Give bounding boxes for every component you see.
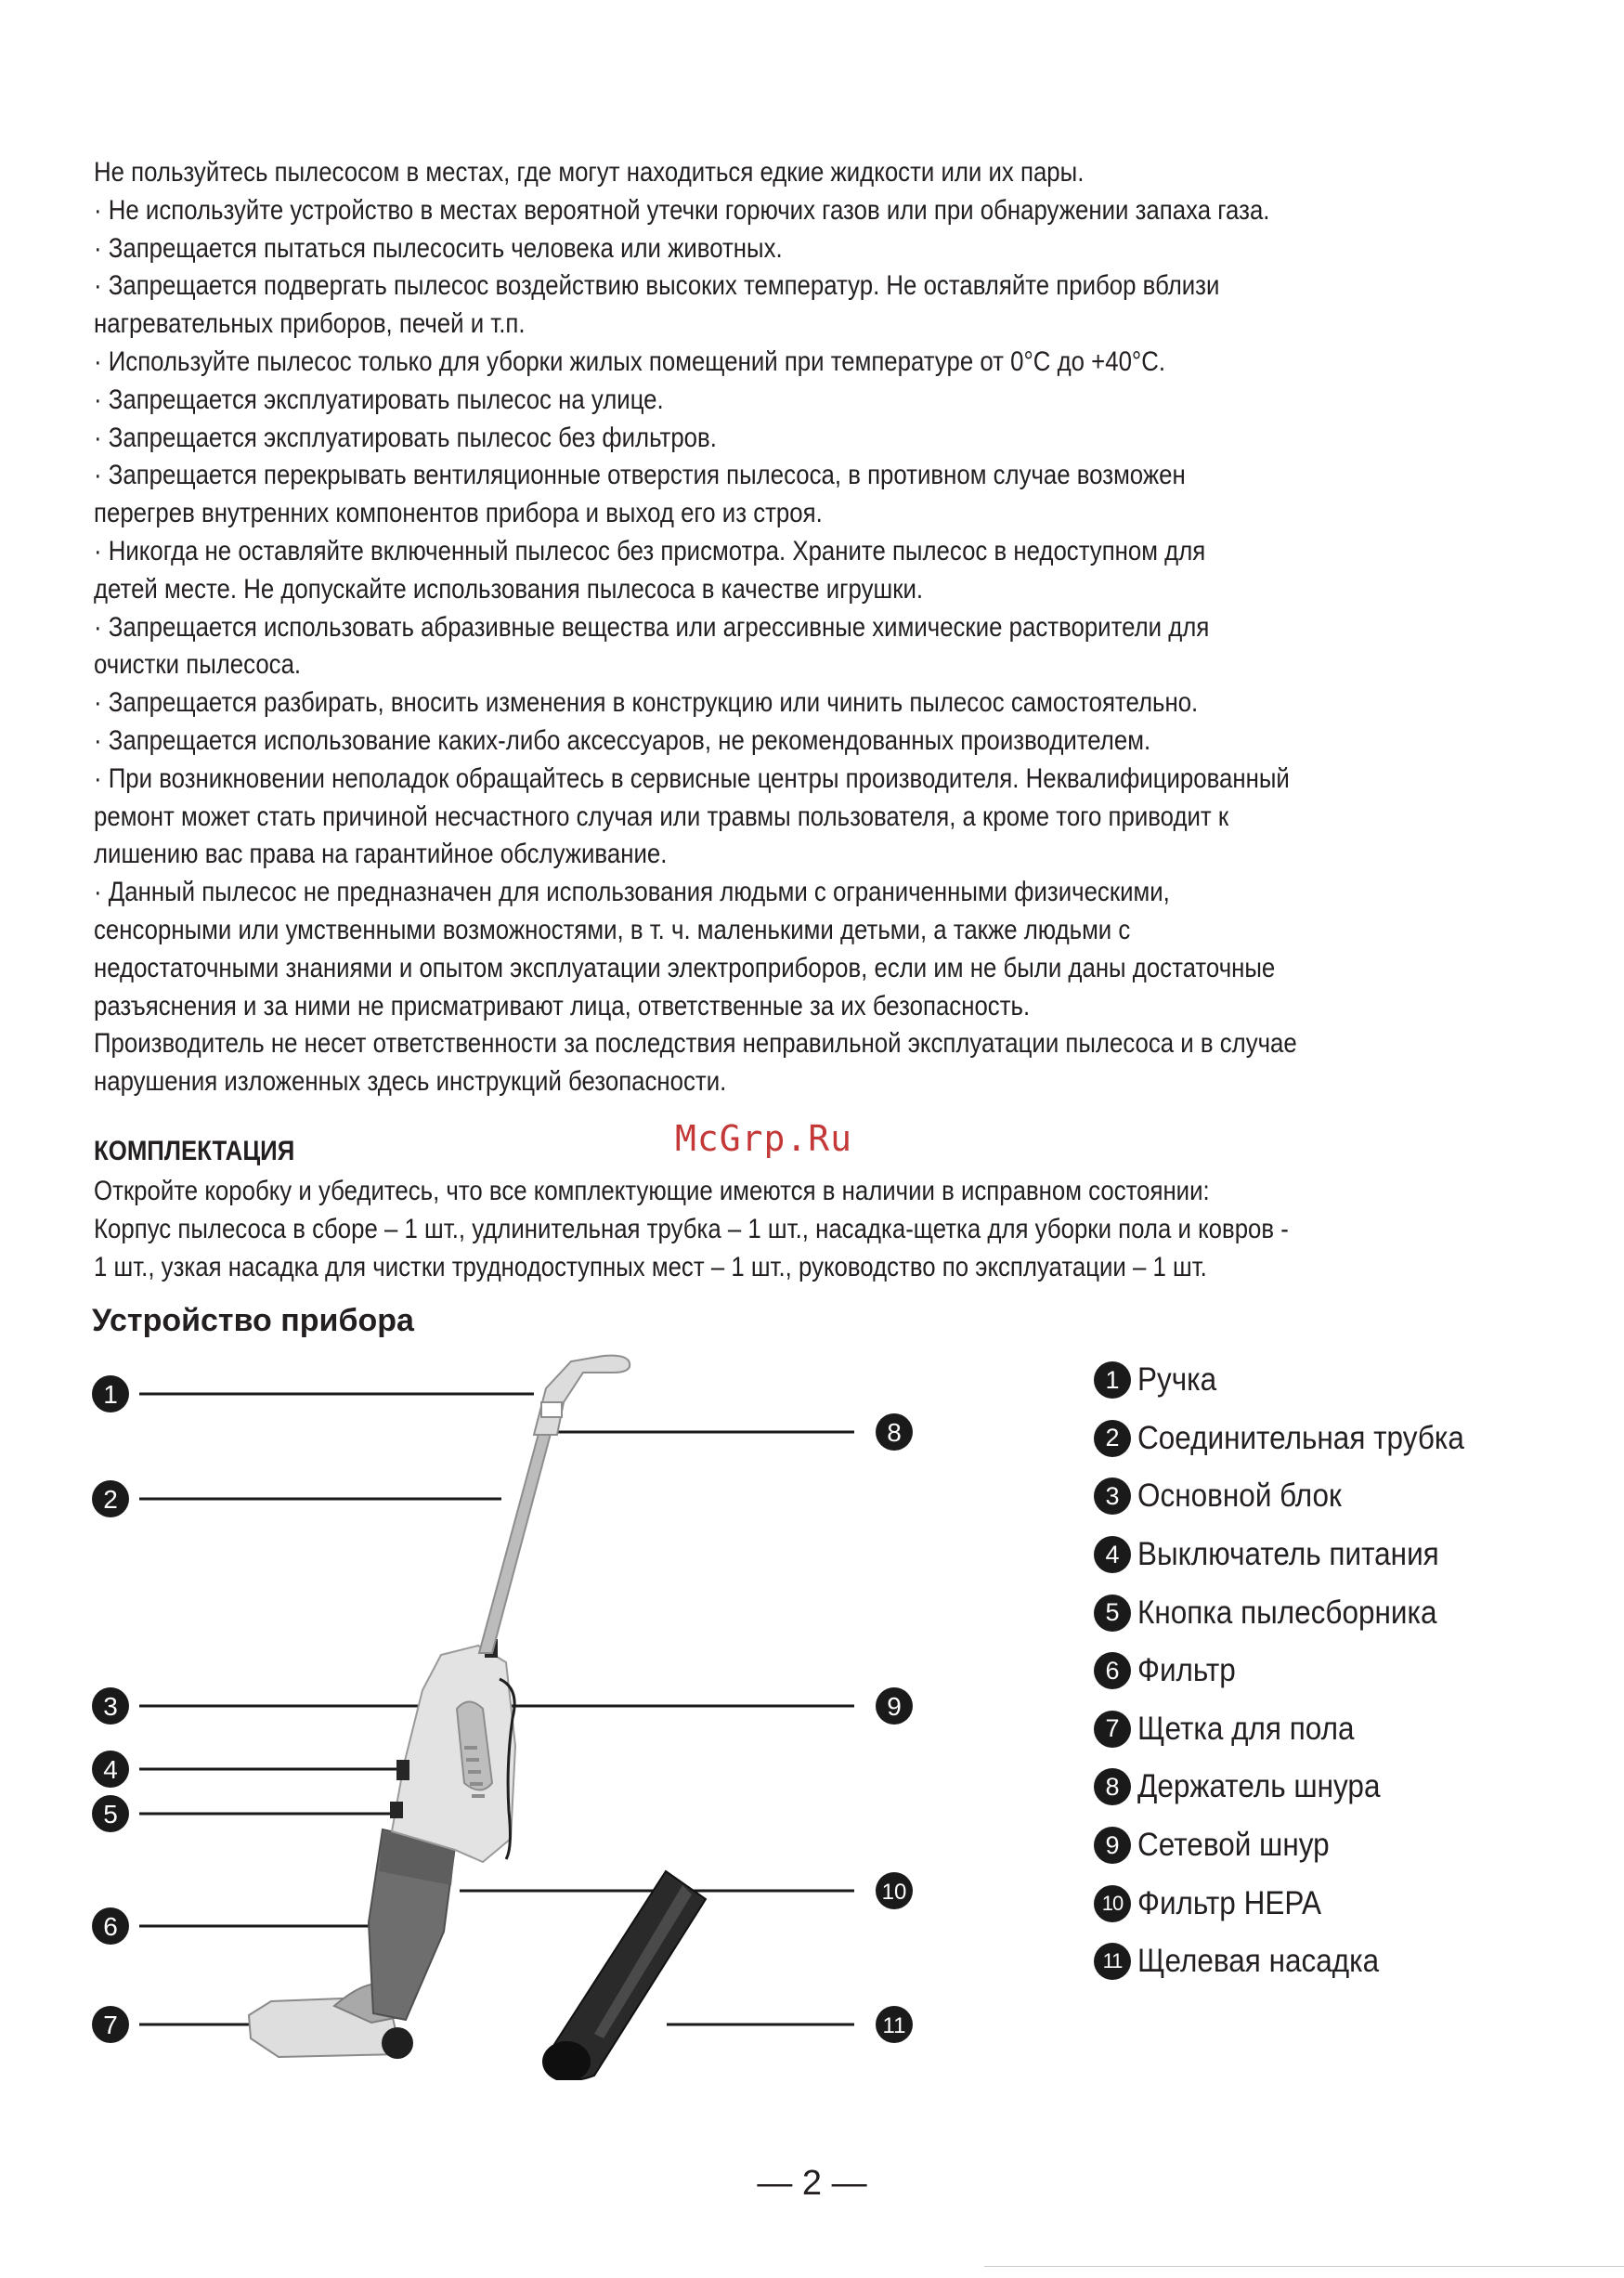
- callout-6: [92, 1907, 129, 1945]
- callout-number: 11: [882, 2013, 906, 2038]
- callout-number: 2: [103, 1485, 118, 1514]
- callout-9: [876, 1687, 913, 1725]
- safety-line: Не пользуйтесь пылесосом в местах, где могут находиться едкие жидкости или их пары.: [94, 157, 1085, 188]
- kompl-line: 1 шт., узкая насадка для чистки труднодоступных мест – 1 шт., руководство по эксплуатации – 1 шт.: [94, 1251, 1207, 1282]
- callout-number: 4: [103, 1755, 118, 1784]
- crevice-tool: [542, 1871, 706, 2080]
- handle: [534, 1356, 630, 1435]
- callout-number: 7: [103, 2011, 118, 2039]
- callout-number: 1: [103, 1380, 118, 1409]
- legend-number: 8: [1094, 1768, 1131, 1805]
- extension-tube: [479, 1430, 552, 1653]
- safety-line: · Запрещается использовать абразивные вещества или агрессивные химические растворители для: [94, 611, 1210, 643]
- safety-line: · Не используйте устройство в местах вероятной утечки горючих газов или при обнаружении запаха газа.: [94, 194, 1270, 226]
- legend-item: [1094, 1933, 1614, 1991]
- kompl-line: Откройте коробку и убедитесь, что все комплектующие имеются в наличии в исправном состоянии:: [94, 1176, 1210, 1206]
- safety-line: · Запрещается использование каких-либо аксессуаров, не рекомендованных производителем.: [94, 724, 1151, 756]
- parts-legend: [1094, 1351, 1614, 1991]
- legend-number: 5: [1094, 1595, 1131, 1632]
- legend-number: 9: [1094, 1827, 1131, 1864]
- legend-item: [1094, 1758, 1614, 1816]
- legend-number: 10: [1094, 1885, 1131, 1922]
- callout-5: [92, 1795, 129, 1832]
- legend-label: Ручка: [1137, 1361, 1217, 1399]
- safety-line: · Никогда не оставляйте включенный пылесос без присмотра. Храните пылесос в недоступном для: [94, 535, 1206, 566]
- callout-4: [92, 1751, 129, 1788]
- watermark: McGrp.Ru: [675, 1118, 853, 1159]
- legend-item: [1094, 1526, 1614, 1584]
- safety-line: · Данный пылесос не предназначен для использования людьми с ограниченными физическими,: [94, 877, 1170, 908]
- safety-line: · Используйте пылесос только для уборки жилых помещений при температуре от 0°C до +40°C.: [94, 345, 1166, 377]
- legend-item: [1094, 1642, 1614, 1700]
- safety-line: · Запрещается эксплуатировать пылесос без фильтров.: [94, 422, 717, 453]
- safety-line: нагревательных приборов, печей и т.п.: [94, 308, 526, 340]
- callout-number: 8: [887, 1418, 902, 1447]
- device-title: Устройство прибора: [92, 1303, 414, 1338]
- safety-line: Производитель не несет ответственности за последствия неправильной эксплуатации пылесоса и в случае: [94, 1028, 1297, 1060]
- safety-line: детей месте. Не допускайте использования пылесоса в качестве игрушки.: [94, 573, 924, 605]
- kompl-line: Корпус пылесоса в сборе – 1 шт., удлинительная трубка – 1 шт., насадка-щетка для уборки пола и ковров -: [94, 1213, 1289, 1244]
- safety-instructions: [94, 154, 1579, 1101]
- legend-label: Фильтр: [1137, 1652, 1236, 1689]
- callout-3: [92, 1687, 129, 1725]
- legend-label: Выключатель питания: [1137, 1536, 1439, 1573]
- kompl-heading: КОМПЛЕКТАЦИЯ: [94, 1136, 295, 1166]
- callout-number: 6: [103, 1912, 118, 1941]
- callout-11: [876, 2006, 913, 2043]
- legend-item: [1094, 1583, 1614, 1642]
- legend-label: Щетка для пола: [1137, 1710, 1355, 1747]
- callout-number: 5: [103, 1800, 118, 1829]
- safety-line: · Запрещается пытаться пылесосить человека или животных.: [94, 232, 783, 264]
- safety-line: · Запрещается эксплуатировать пылесос на улице.: [94, 384, 664, 415]
- safety-line: · Запрещается подвергать пылесос воздействию высоких температур. Не оставляйте прибор вблизи: [94, 270, 1220, 302]
- callout-1: [92, 1375, 129, 1412]
- legend-label: Основной блок: [1137, 1477, 1342, 1515]
- callout-8: [876, 1413, 913, 1451]
- legend-item: [1094, 1467, 1614, 1526]
- safety-line: сенсорными или умственными возможностями, в т. ч. маленькими детьми, а также людьми с: [94, 914, 1131, 945]
- safety-line: · Запрещается перекрывать вентиляционные отверстия пылесоса, в противном случае возможен: [94, 460, 1186, 491]
- callout-number: 10: [881, 1880, 907, 1905]
- legend-item: [1094, 1816, 1614, 1875]
- dust-bin: [369, 1829, 455, 2020]
- legend-label: Сетевой шнур: [1137, 1827, 1330, 1864]
- legend-label: Щелевая насадка: [1137, 1943, 1380, 1980]
- legend-number: 4: [1094, 1536, 1131, 1573]
- safety-line: перегрев внутренних компонентов прибора и выход его из строя.: [94, 498, 823, 529]
- callout-10: [876, 1872, 913, 1909]
- safety-line: · Запрещается разбирать, вносить изменения в конструкцию или чинить пылесос самостоятельно.: [94, 687, 1199, 719]
- callout-2: [92, 1480, 129, 1517]
- main-body: [390, 1639, 515, 1862]
- page-number: — 2 —: [757, 2164, 867, 2203]
- legend-number: 7: [1094, 1711, 1131, 1748]
- safety-line: нарушения изложенных здесь инструкций безопасности.: [94, 1066, 727, 1098]
- legend-number: 3: [1094, 1477, 1131, 1515]
- legend-label: Соединительная трубка: [1137, 1419, 1464, 1456]
- legend-item: [1094, 1874, 1614, 1933]
- safety-line: · При возникновении неполадок обращайтесь в сервисные центры производителя. Неквалифицированный: [94, 762, 1290, 794]
- safety-line: ремонт может стать причиной несчастного случая или травмы пользователя, а кроме того приводит к: [94, 801, 1229, 832]
- callout-7: [92, 2006, 129, 2043]
- safety-line: разъяснения и за ними не присматривают лица, ответственные за их безопасность.: [94, 990, 1031, 1022]
- safety-line: лишению вас права на гарантийное обслуживание.: [94, 839, 668, 870]
- legend-label: Держатель шнура: [1137, 1768, 1381, 1805]
- legend-label: Кнопка пылесборника: [1137, 1594, 1437, 1631]
- legend-item: [1094, 1700, 1614, 1759]
- legend-number: 11: [1094, 1943, 1131, 1980]
- legend-label: Фильтр HEPA: [1137, 1884, 1322, 1921]
- legend-number: 1: [1094, 1361, 1131, 1399]
- callout-number: 9: [887, 1692, 902, 1721]
- safety-line: очистки пылесоса.: [94, 649, 302, 681]
- legend-number: 2: [1094, 1420, 1131, 1457]
- legend-item: [1094, 1410, 1614, 1468]
- footer-rule: [984, 2266, 1624, 2267]
- legend-item: [1094, 1351, 1614, 1410]
- legend-number: 6: [1094, 1652, 1131, 1689]
- safety-line: недостаточными знаниями и опытом эксплуатации электроприборов, если им не были даны достаточные: [94, 952, 1276, 983]
- kompl-text: [94, 1173, 1579, 1286]
- callout-number: 3: [103, 1692, 118, 1721]
